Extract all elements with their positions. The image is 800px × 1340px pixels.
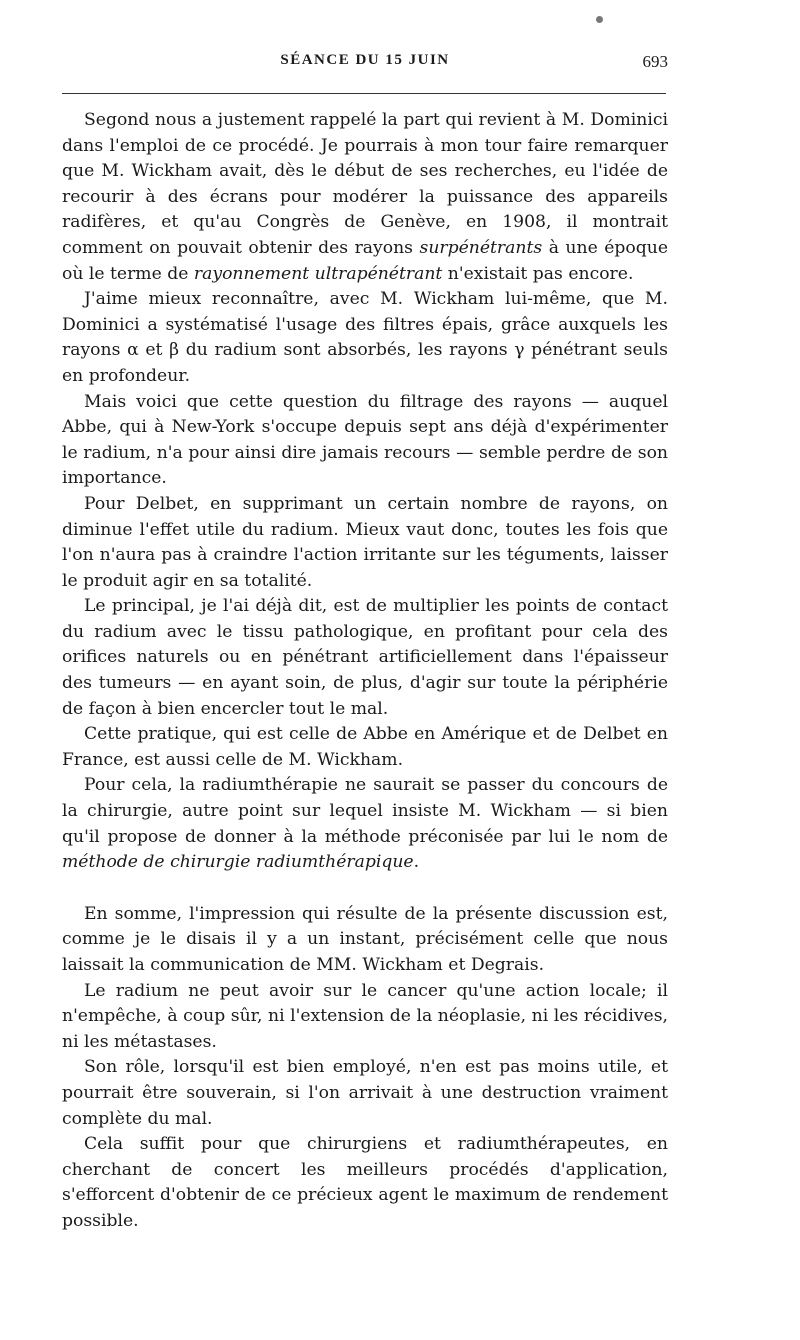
header-rule [62, 93, 666, 94]
paragraph-1-italic-2: rayonnement ultrapénétrant [193, 263, 443, 284]
paragraph-1-middle: à une époque où le terme de [62, 237, 669, 284]
page-header [62, 52, 668, 76]
paragraph-1 [62, 108, 668, 287]
paragraph-7-start: Pour cela, la radiumthérapie ne saurait se passer du concours de la chirurgie, autre point sur lequel insiste M. Wickham — si bien qu'il propose de donner à la méthode préconisée par lui le nom de [62, 775, 668, 847]
page-number: 693 [642, 52, 668, 71]
paragraph-3: Mais voici que cette question du filtrage des rayons — auquel Abbe, qui à New-York s'occupe depuis sept ans déjà d'expérimenter le radium, n'a pour ainsi dire jamais recours — semble perdre de son importance. [62, 391, 668, 489]
body-text [62, 108, 668, 1235]
paragraph-6: Cette pratique, qui est celle de Abbe en Amérique et de Delbet en France, est aussi celle de M. Wickham. [62, 724, 668, 770]
paragraph-7-italic: méthode de chirurgie radiumthérapique [62, 852, 414, 873]
paragraph-7-end: . [413, 852, 420, 873]
paragraph-10: Son rôle, lorsqu'il est bien employé, n'en est pas moins utile, et pourrait être souverain, si l'on arrivait à une destruction vraiment complète du mal. [62, 1057, 668, 1129]
paragraph-1-italic-1: surpénétrants [419, 237, 543, 258]
paragraph-5: Le principal, je l'ai déjà dit, est de multiplier les points de contact du radium avec le tissu pathologique, en profitant pour cela des orifices naturels ou en pénétrant artificiellement dans l'épaisseur des tumeurs — en ayant soin, de plus, d'agir sur toute la périphérie de façon à bien encercler tout le mal. [62, 596, 668, 719]
paragraph-11: Cela suffit pour que chirurgiens et radiumthérapeutes, en cherchant de concert les meilleurs procédés d'application, s'efforcent d'obtenir de ce précieux agent le maximum de rendement possible. [62, 1134, 668, 1231]
paragraph-4: Pour Delbet, en supprimant un certain nombre de rayons, on diminue l'effet utile du radium. Mieux vaut donc, toutes les fois que l'on n'aura pas à craindre l'action irritante sur les téguments, laisser le produit agir en sa totalité. [62, 493, 668, 591]
paragraph-7 [62, 773, 668, 875]
paragraph-1-end: n'existait pas encore. [442, 263, 634, 284]
paragraph-9: Le radium ne peut avoir sur le cancer qu'une action locale; il n'empêche, à coup sûr, ni l'extension de la néoplasie, ni les récidives, ni les métastases. [62, 980, 668, 1052]
paragraph-8: En somme, l'impression qui résulte de la présente discussion est, comme je le disais il y a un instant, précisément celle que nous laissait la communication de MM. Wickham et Degrais. [62, 903, 668, 975]
running-title: SÉANCE DU 15 JUIN [280, 52, 450, 68]
paragraph-1-start: Segond nous a justement rappelé la part qui revient à M. Dominici dans l'emploi de ce procédé. Je pourrais à mon tour faire remarquer que M. Wickham avait, dès le début de ses recherches, eu l'idée de recourir à des écrans pour modérer la puissance des appareils radifères, et qu'au Congrès de Genève, en 1908, il montrait comment on pouvait obtenir des rayons [62, 110, 668, 258]
paragraph-2: J'aime mieux reconnaître, avec M. Wickham lui-même, que M. Dominici a systématisé l'usage des filtres épais, grâce auxquels les rayons α et β du radium sont absorbés, les rayons γ pénétrant seuls en profondeur. [62, 289, 668, 386]
ink-speck [596, 16, 603, 23]
